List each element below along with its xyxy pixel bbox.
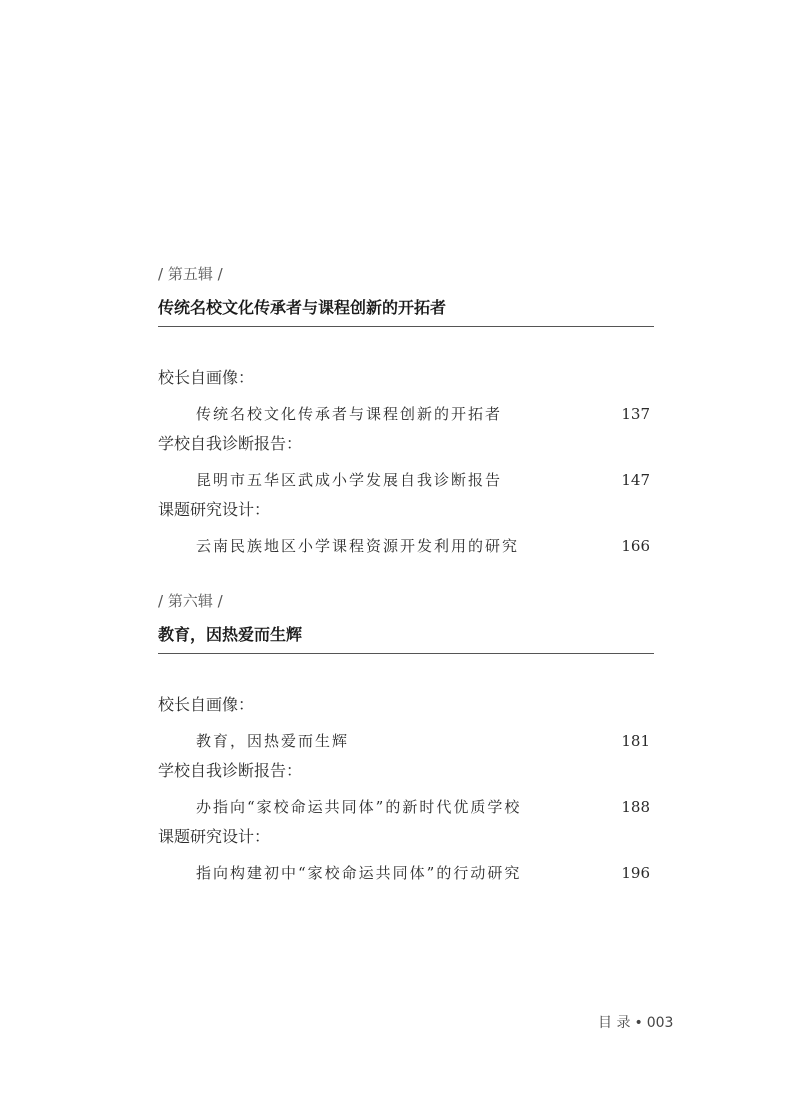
divider [158,326,654,327]
toc-entry[interactable] [158,862,654,884]
divider [158,653,654,654]
footer-page-number: 003 [646,1015,674,1031]
entry-title: 昆明市五华区武成小学发展自我诊断报告 [196,471,503,489]
category-heading: 校长自画像： [158,368,255,387]
entry-title: 指向构建初中“家校命运共同体”的行动研究 [196,864,522,882]
toc-part [158,591,654,884]
toc-entry[interactable] [158,403,654,425]
entry-page-number: 196 [621,864,650,882]
category-heading: 学校自我诊断报告： [158,434,303,453]
entry-title: 教育，因热爱而生辉 [196,732,350,750]
part-title: 教育，因热爱而生辉 [158,625,303,644]
entry-title: 云南民族地区小学课程资源开发利用的研究 [196,537,520,555]
entry-page-number: 147 [621,471,650,489]
category-heading: 校长自画像： [158,695,255,714]
page-footer [598,1012,673,1032]
entry-page-number: 181 [621,732,650,750]
entry-page-number: 188 [621,798,650,816]
category-heading: 课题研究设计： [158,827,271,846]
toc-entry[interactable] [158,796,654,818]
toc-entry[interactable] [158,469,654,491]
part-label: / 第五辑 / [158,265,223,283]
entry-title: 办指向“家校命运共同体”的新时代优质学校 [196,798,522,816]
part-label: / 第六辑 / [158,592,223,610]
toc-entries [158,367,654,557]
part-title: 传统名校文化传承者与课程创新的开拓者 [158,298,447,317]
toc-entries [158,694,654,884]
entry-title: 传统名校文化传承者与课程创新的开拓者 [196,405,503,423]
entry-page-number: 137 [621,405,650,423]
category-heading: 学校自我诊断报告： [158,761,303,780]
footer-section-name: 目 录 [598,1015,631,1031]
toc-part [158,264,654,557]
entry-page-number: 166 [621,537,650,555]
footer-separator: • [634,1015,643,1031]
toc-entry[interactable] [158,535,654,557]
toc-entry[interactable] [158,730,654,752]
category-heading: 课题研究设计： [158,500,271,519]
